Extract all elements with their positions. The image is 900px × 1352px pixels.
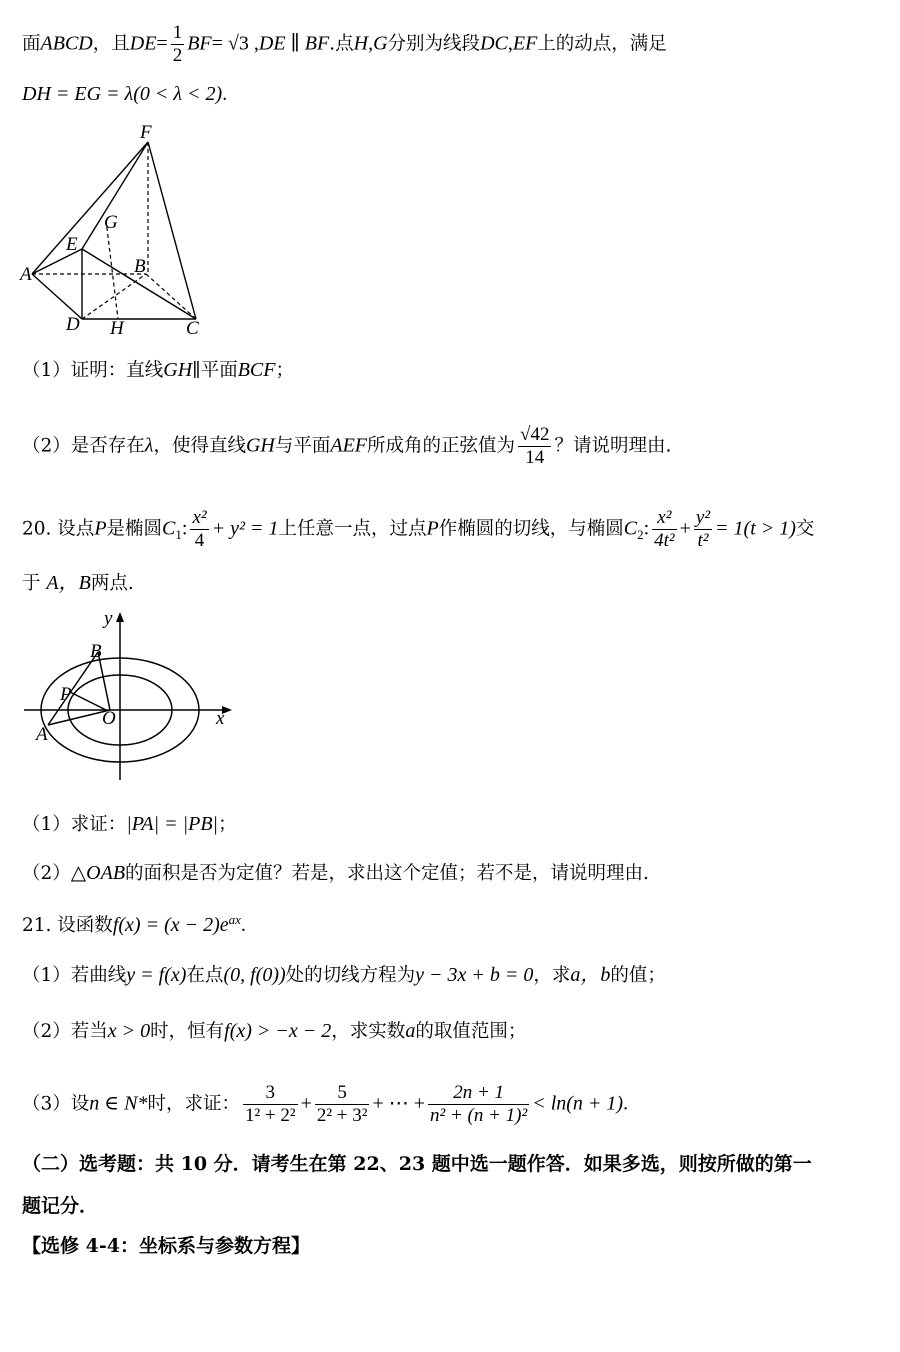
label-E: E [66,234,78,255]
math: f(x) > −x − 2 [224,1020,332,1042]
math: λ [144,434,154,457]
label-C: C [186,318,199,339]
math: y = f(x) [126,964,187,986]
math: a，b [570,964,611,986]
math: DE ∥ BF [258,32,330,55]
math: DC [480,32,508,55]
math: (0, f(0)) [223,964,286,986]
text: （1）若曲线 [22,965,127,986]
fraction-sine [518,424,551,469]
text: ，且 [92,33,130,55]
label-D: D [66,314,80,335]
section-optional-line1: （二）选考题：共 10 分．请考生在第 22、23 题中选一题作答．如果多选，则按所做的第一 [22,1153,812,1175]
text: 时，求证： [147,1093,240,1115]
math: n ∈ N* [89,1092,148,1115]
text: ； [275,360,295,381]
frac-den: 14 [525,447,545,468]
q20-part1 [22,810,882,839]
q19-part2 [22,424,882,469]
problem19-condition-line2 [22,80,882,109]
math: y − 3x + b = 0 [415,964,534,986]
text: 是椭圆 [106,518,163,540]
q19-part1 [22,356,882,385]
math: ABCD [40,32,93,55]
text: . [623,1092,629,1115]
ellipse-figure [18,610,238,785]
math: + ⋯ + [372,1092,426,1115]
text: ； [218,814,237,835]
text: （3）设 [22,1093,90,1115]
math: + [679,517,691,540]
text: （1）求证： [22,814,127,835]
fraction [243,1082,298,1127]
text: ，使得直线 [153,435,246,457]
math: GH [245,434,275,457]
label-A: A [20,264,32,285]
math: DE [129,32,157,55]
text: 作椭圆的切线，与椭圆 [438,518,624,540]
label-G: G [104,212,118,233]
text: 所成角的正弦值为 [367,435,516,457]
frac-num: x² [192,507,207,528]
subscript: 1 [175,527,182,543]
label-y: y [104,610,113,629]
math: BF [187,32,212,55]
frac-den: 2 [172,45,183,66]
frac-num: 1 [172,22,183,43]
math: + y² = 1 [211,517,279,540]
math: , [507,32,513,55]
math: : [643,517,650,540]
text: 的面积是否为定值？若是，求出这个定值；若不是，请说明理由. [125,863,649,884]
math: = √3 , [211,32,259,55]
label-H: H [110,318,124,339]
q20-part2 [22,859,882,888]
math: a [405,1020,416,1042]
text: 的取值范围； [415,1021,527,1042]
text: 时，恒有 [150,1021,225,1042]
math: GH [163,359,193,381]
label-B: B [134,256,146,277]
text: . [240,914,246,937]
fraction [652,507,676,552]
math: C [623,517,638,540]
math: + [300,1092,312,1115]
problem19-condition-line1 [22,22,882,67]
text: 与平面 [274,435,331,457]
text: 两点. [90,573,134,594]
label-P: P [60,684,72,705]
pyramid-figure [18,120,218,340]
text: ？请说明理由. [554,435,672,457]
text: ∥平面 [192,360,238,381]
math: = 1(t > 1) [715,517,796,540]
fraction [694,507,712,552]
text: 20. 设点 [22,518,95,540]
math: C [162,517,176,540]
text: （2） [22,863,71,884]
frac-num: 3 [243,1082,298,1105]
math: AEF [330,434,368,457]
frac-num: √42 [520,424,550,445]
text: 的值； [610,965,666,986]
superscript: ax [228,912,241,927]
text: .点 [329,33,354,55]
math: H [353,32,369,55]
fraction-half [171,22,185,67]
text: 上的动点，满足 [537,33,667,55]
q21-part3 [22,1082,882,1127]
text: 在点 [186,965,224,986]
frac-den: 4 [194,530,205,551]
text: ，求实数 [331,1021,406,1042]
text: （1）证明：直线 [22,360,164,381]
text: 面 [22,33,41,55]
frac-num: 2n + 1 [428,1082,529,1105]
q21-stem [22,906,882,940]
math: P [94,517,107,540]
fraction [315,1082,370,1127]
section-optional-line2: 题记分． [22,1195,99,1217]
math: △OAB [70,862,126,884]
math: : [181,517,188,540]
label-x: x [216,708,225,729]
text: . [222,83,228,105]
q21-part1 [22,961,882,990]
math: G [373,32,388,55]
text: 上任意一点，过点 [278,518,427,540]
math: EF [512,32,538,55]
y-arrow [116,612,124,622]
section-elective-title: 【选修 4-4：坐标系与参数方程】 [22,1235,310,1257]
text: 处的切线方程为 [285,965,416,986]
math: x > 0 [107,1020,151,1042]
math: f(x) = (x − 2)e [112,914,229,937]
math: < ln(n + 1) [532,1092,624,1115]
label-A: A [36,724,48,745]
text: （2）若当 [22,1021,108,1042]
fraction [428,1082,529,1127]
frac-num: x² [652,507,676,530]
frac-den: 2² + 3² [316,1105,368,1126]
math: DH = EG = λ(0 < λ < 2) [22,83,223,105]
frac-num: 5 [315,1082,370,1105]
subscript: 2 [637,527,644,543]
label-F: F [140,122,152,143]
q21-part2 [22,1017,882,1046]
math: |PA| = |PB| [126,813,219,835]
text: ，求 [533,965,571,986]
math: A，B [46,572,91,594]
text: 交 [795,518,815,540]
frac-num: y² [695,507,711,528]
frac-den: n² + (n + 1)² [430,1105,528,1126]
text: 分别为线段 [387,33,481,55]
math: P [426,517,439,540]
label-O: O [102,708,116,729]
fraction [190,507,208,552]
frac-den: 1² + 2² [244,1105,296,1126]
q20-stem-cont [22,569,882,598]
label-B: B [90,641,102,662]
math: BCF [237,359,276,381]
math: = [156,32,168,55]
text: 21. 设函数 [22,915,113,937]
q20-stem [22,507,882,552]
text: 于 [22,573,41,594]
frac-den: 4t² [654,530,675,551]
text: （2）是否存在 [22,435,145,457]
frac-den: t² [697,530,709,551]
math: , [368,32,374,55]
